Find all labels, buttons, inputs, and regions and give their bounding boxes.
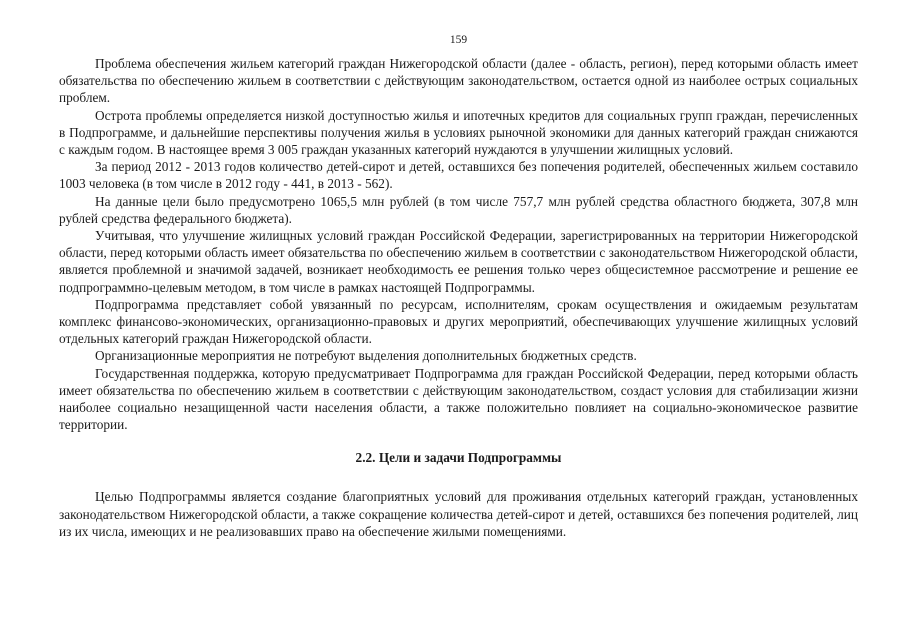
paragraph-subprogram-description: Подпрограмма представляет собой увязанный по ресурсам, исполнителям, срокам осуществления и ожидаемым результатам комплекс финансово-экономических, организационно-правовых и других мероприятий, обеспечивающих улучшение жилищных условий отдельных категорий граждан Нижегородской области. <box>59 296 858 347</box>
paragraph-problem-severity: Острота проблемы определяется низкой доступностью жилья и ипотечных кредитов для социальных групп граждан, перечисленных в Подпрограмме, и дальнейшие перспективы получения жилья в условиях рыночной экономики для данных категорий граждан снижаются с каждым годом. В настоящее время 3 005 граждан указанных категорий нуждаются в улучшении жилищных условий. <box>59 107 858 158</box>
section-heading: 2.2. Цели и задачи Подпрограммы <box>355 450 562 466</box>
paragraph-necessity: Учитывая, что улучшение жилищных условий граждан Российской Федерации, зарегистрированных на территории Нижегородской области, перед которыми область имеет обязательства по обеспечению жильем в соответствии с законодательством Нижегородской области, является проблемной и значимой задачей, возникает необходимость ее решения только через общесистемное рассмотрение и решение ее подпрограммно-целевым методом, в том числе в рамках настоящей Подпрограммы. <box>59 228 858 295</box>
paragraph-housing-problem: Проблема обеспечения жильем категорий граждан Нижегородской области (далее - область, регион), перед которыми область имеет обязательства по обеспечению жильем в соответствии с действующим законодательством, остается одной из наиболее острых социальных проблем. <box>59 56 858 106</box>
paragraph-organizational-measures: Организационные мероприятия не потребуют выделения дополнительных бюджетных средств. <box>95 348 637 364</box>
paragraph-funding: На данные цели было предусмотрено 1065,5 млн рублей (в том числе 757,7 млн рублей средства областного бюджета, 307,8 млн рублей средства федерального бюджета). <box>59 193 858 226</box>
paragraph-state-support: Государственная поддержка, которую предусматривает Подпрограмма для граждан Российской Федерации, перед которыми область имеет обязательства по обеспечению жильем в соответствии с действующим законодательством, создаст условия для стабилизации жизни наиболее социально незащищенной части населения области, а также положительно повлияет на социально-экономическое развитие территории. <box>59 365 858 433</box>
paragraph-goals: Целью Подпрограммы является создание благоприятных условий для проживания отдельных категорий граждан, установленных законодательством Нижегородской области, а также сокращение количества детей-сирот и детей, оставшихся без попечения родителей, лиц из их числа, имеющих и не реализовавших право на обеспечение жилыми помещениями. <box>59 489 858 539</box>
document-body <box>59 55 858 540</box>
page-number: 159 <box>449 34 468 46</box>
paragraph-orphans-housed: За период 2012 - 2013 годов количество детей-сирот и детей, оставшихся без попечения родителей, обеспеченных жильем составило 1003 человека (в том числе в 2012 году - 441, в 2013 - 562). <box>59 159 858 192</box>
